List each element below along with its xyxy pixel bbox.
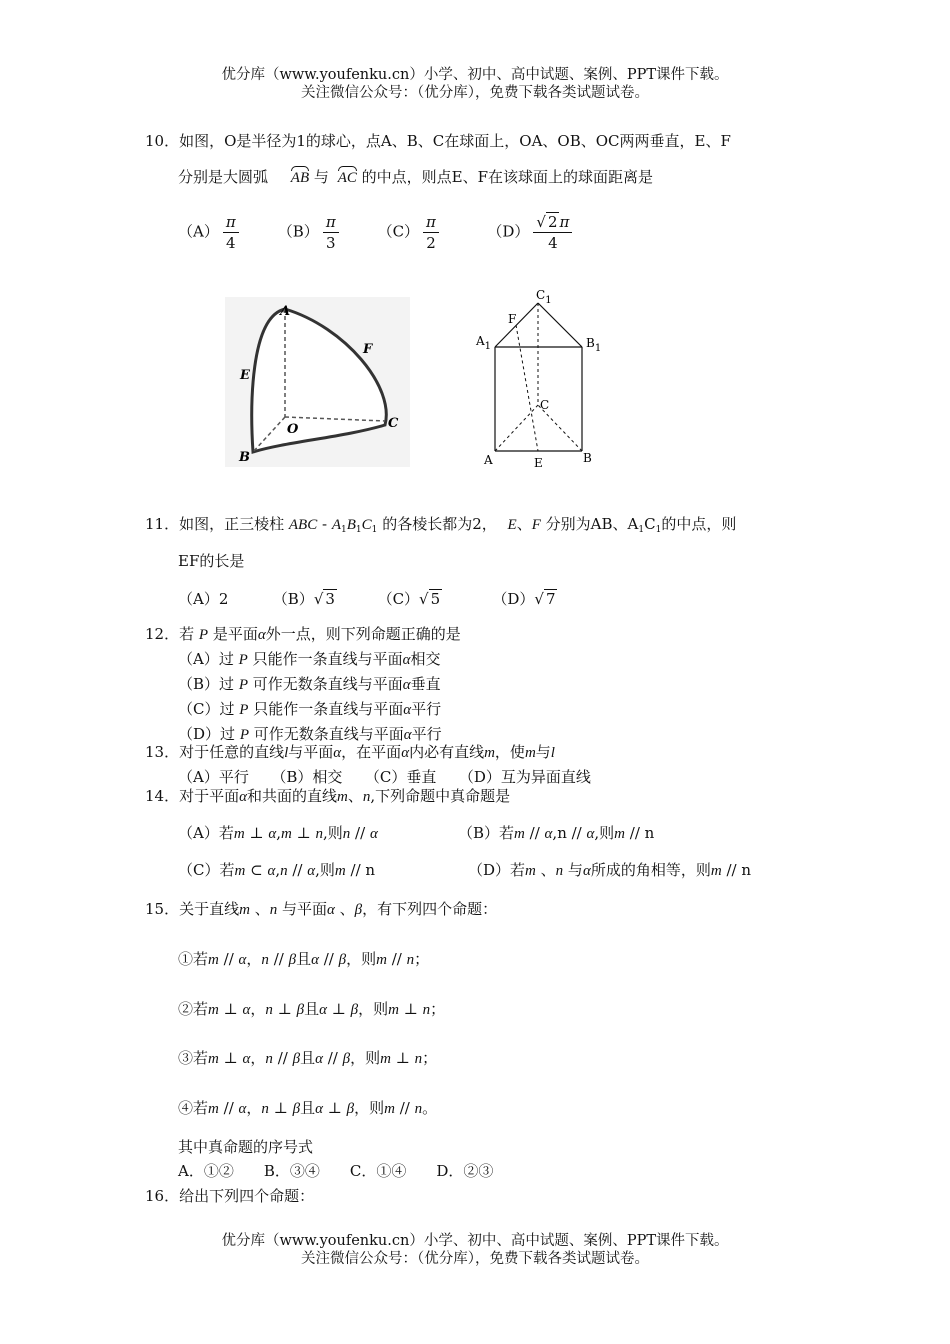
label-a: A (280, 304, 291, 319)
header-line-2: 关注微信公众号：（优分库），免费下载各类试题试卷。 (301, 85, 649, 101)
label-o: O (287, 422, 299, 437)
label-c1: $C_1$ (536, 288, 552, 306)
q10-options (178, 212, 572, 253)
ef-dashed (516, 325, 538, 451)
arc-ab: AB (290, 170, 310, 186)
q11-option-c: （C）√ 5 (377, 590, 441, 608)
label-c: C (388, 416, 399, 431)
q15-options: A．①② B．③④ C．①④ D．②③ (178, 1162, 494, 1180)
q12-option-a: （A）过 P 只能作一条直线与平面α相交 (178, 650, 441, 668)
q14-option-c: （C）若m ⊂ α,n // α,则m // n (178, 861, 376, 879)
q11-option-b: （B）√ 3 (272, 590, 335, 608)
arc-ac: AC (337, 170, 357, 186)
label-a: A (484, 453, 493, 467)
label-f: F (363, 342, 373, 357)
label-c: C (540, 398, 550, 412)
header-line-1: 优分库（www.youfenku.cn）小学、初中、高中试题、案例、PPT课件下载。 (221, 67, 729, 83)
sphere-octant-figure (225, 297, 410, 467)
q10-option-a: （A） $\frac{\pi}{4}$ (178, 212, 273, 253)
q12 (145, 622, 461, 747)
q15-answer (178, 1135, 493, 1183)
q10-line2: 分别是大圆弧 AB 与 AC 的中点，则点E、F在该球面上的球面距离是 (178, 168, 654, 186)
q10-option-d: （D） $\frac{√ 2 \pi}{4}$ (487, 212, 572, 253)
label-b1: $B_1$ (586, 336, 602, 354)
q13-stem: 13．对于任意的直线l与平面α，在平面α内必有直线m，使m与l (145, 743, 555, 761)
q12-option-d: （D）过 P 可作无数条直线与平面α平行 (178, 725, 442, 743)
q10-line1 (145, 130, 731, 151)
q14-option-a: （A）若m ⊥ α,m ⊥ n,则n // α (178, 824, 378, 842)
prism-figure (470, 285, 620, 470)
page-footer (0, 1232, 950, 1268)
q15-proposition-1: ①若m // α，n // β且α // β，则m // n； (178, 950, 430, 968)
q14-option-d: （D）若m 、n 与α所成的角相等，则m // n (468, 861, 751, 879)
label-f: F (508, 312, 517, 326)
footer-line-2: 关注微信公众号：（优分库），免费下载各类试题试卷。 (301, 1251, 649, 1267)
q11-option-a: （A）2 (178, 590, 229, 608)
q12-option-b: （B）过 P 可作无数条直线与平面α垂直 (178, 675, 441, 693)
q15-proposition-3: ③若m ⊥ α，n // β且α // β，则m ⊥ n； (178, 1049, 438, 1067)
q15-stem: 15．关于直线m 、n 与平面α 、β，有下列四个命题： (145, 900, 498, 918)
q12-option-c: （C）过 P 只能作一条直线与平面α平行 (178, 700, 442, 718)
label-e: E (240, 368, 250, 383)
q11-option-d: （D）√ 7 (492, 590, 556, 608)
ac-dashed (495, 405, 538, 451)
q10-stem-1: 如图，O是半径为1的球心，点A、B、C在球面上，OA、OB、OC两两垂直，E、F (179, 132, 731, 150)
q10-option-b: （B） $\frac{\pi}{3}$ (278, 212, 373, 253)
q11-line1: 11．如图，正三棱柱 ABC - $A_1B_1C_1$ 的各棱长都为2， E、F 分别为AB、$A_1C_1$的中点，则 (145, 515, 737, 535)
label-b: B (239, 450, 250, 465)
q14-stem: 14．对于平面α和共面的直线m、n,下列命题中真命题是 (145, 787, 511, 805)
q14-option-b: （B）若m // α,n // α,则m // n (458, 824, 655, 842)
label-b: B (583, 451, 592, 465)
q15-summary: 其中真命题的序号式 (178, 1138, 314, 1156)
q16: 16．给出下列四个命题： (145, 1187, 315, 1205)
q15-proposition-2: ②若m ⊥ α，n ⊥ β且α ⊥ β，则m ⊥ n； (178, 1000, 446, 1018)
page-header (0, 66, 950, 102)
q13 (145, 740, 591, 789)
q10-option-c: （C） $\frac{\pi}{2}$ (378, 212, 483, 253)
q11-line2: EF的长是 (178, 552, 245, 570)
footer-line-1: 优分库（www.youfenku.cn）小学、初中、高中试题、案例、PPT课件下载。 (221, 1233, 729, 1249)
q13-options: （A）平行 （B）相交 （C）垂直 （D）互为异面直线 (178, 768, 591, 786)
label-a1: $A_1$ (476, 334, 492, 352)
label-e: E (534, 456, 543, 470)
q10-number: 10． (145, 132, 180, 150)
q12-stem: 12．若 P 是平面α外一点，则下列命题正确的是 (145, 625, 461, 643)
q15-proposition-4: ④若m // α，n ⊥ β且α ⊥ β，则m // n。 (178, 1099, 438, 1117)
q11-options (178, 588, 557, 609)
